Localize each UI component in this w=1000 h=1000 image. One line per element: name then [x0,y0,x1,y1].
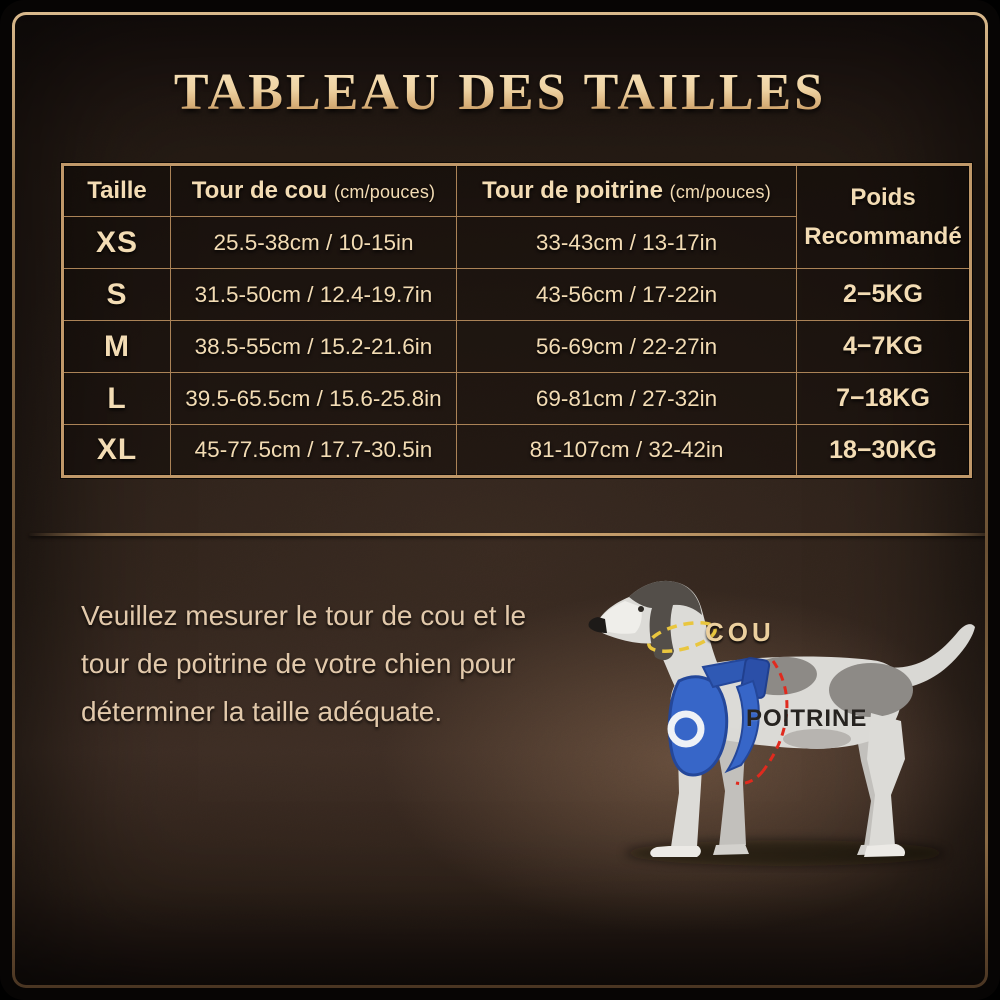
cell-chest: 43-56cm / 17-22in [457,269,797,321]
dog-nose [589,617,607,633]
cell-size: M [63,321,171,373]
cell-chest: 56-69cm / 22-27in [457,321,797,373]
cell-weight: 7−18KG [797,373,971,425]
chest-label: POITRINE [746,705,868,732]
cell-weight: 2−5KG [797,269,971,321]
cell-neck: 25.5-38cm / 10-15in [171,217,457,269]
col-header-weight-line1: Poids [850,184,916,211]
table-row-l [63,373,971,425]
page-title: TABLEAU DES TAILLES [15,63,985,122]
col-header-neck [171,165,457,217]
col-header-neck-unit: (cm/pouces) [334,182,436,202]
cell-weight: 4−7KG [797,321,971,373]
size-table [61,163,972,478]
section-divider [29,533,985,536]
cell-neck: 38.5-55cm / 15.2-21.6in [171,321,457,373]
cell-size: XS [63,217,171,269]
table-row-m [63,321,971,373]
col-header-chest [457,165,797,217]
table-row-s [63,269,971,321]
table-header-row [63,165,971,217]
cell-neck: 31.5-50cm / 12.4-19.7in [171,269,457,321]
dog-eye [638,606,644,612]
dog-near-hind-foot [864,844,905,857]
col-header-weight [797,165,971,269]
cell-chest: 69-81cm / 27-32in [457,373,797,425]
cell-neck: 45-77.5cm / 17.7-30.5in [171,425,457,477]
dog-near-hind-leg [867,713,905,847]
cell-neck: 39.5-65.5cm / 15.6-25.8in [171,373,457,425]
col-header-chest-label: Tour de poitrine [482,177,663,204]
cell-weight: 18−30KG [797,425,971,477]
col-header-size: Taille [63,165,171,217]
col-header-weight-line2: Recommandé [804,223,962,250]
table-row-xl [63,425,971,477]
cell-size: XL [63,425,171,477]
dog-far-front-foot [713,844,749,855]
col-header-neck-label: Tour de cou [191,177,328,204]
neck-label: COU [705,617,775,647]
cell-chest: 33-43cm / 13-17in [457,217,797,269]
measurement-note: Veuillez mesurer le tour de cou et le tour de poitrine de votre chien pour déterminer la taille adéquate. [81,600,527,727]
dog-near-front-foot [650,846,701,857]
content-area [15,15,985,985]
cell-size: S [63,269,171,321]
cell-size: L [63,373,171,425]
col-header-chest-unit: (cm/pouces) [669,182,771,202]
cell-chest: 81-107cm / 32-42in [457,425,797,477]
